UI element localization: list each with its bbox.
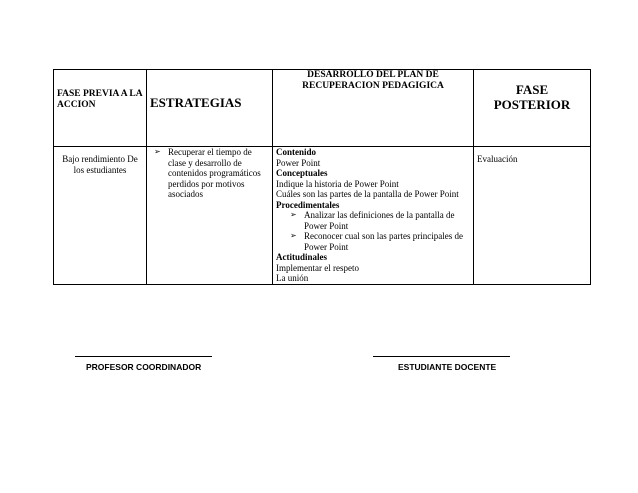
cell-estrategias <box>147 147 273 285</box>
recovery-plan-table <box>53 69 591 285</box>
actitudinales-value-2: La unión <box>276 273 309 283</box>
conceptuales-value-2: Cuáles son las partes de la pantalla de Power Point <box>276 189 459 199</box>
header-row <box>54 70 591 147</box>
fase-posterior-text: Evaluación <box>477 154 518 164</box>
signature-label-left: PROFESOR COORDINADOR <box>86 362 202 372</box>
list-item <box>276 231 470 252</box>
list-item <box>276 210 470 231</box>
estrategia-text: Recuperar el tiempo de clase y desarrollo de contenidos programáticos perdidos por motivos asociados <box>168 147 261 199</box>
header-fase-posterior-text: FASE POSTERIOR <box>493 82 571 112</box>
contenido-label: Contenido <box>276 147 317 157</box>
fase-previa-text: Bajo rendimiento De los estudiantes <box>62 154 138 175</box>
header-desarrollo <box>273 70 474 147</box>
procedimentales-label: Procedimentales <box>276 199 340 210</box>
conceptuales-label: Conceptuales <box>276 168 328 178</box>
signature-line-left <box>75 356 212 357</box>
actitudinales-value-1: Implementar el respeto <box>276 262 359 273</box>
header-estrategias <box>147 70 273 147</box>
cell-desarrollo <box>273 147 474 285</box>
arrow-bullet-icon: ➢ <box>154 147 161 156</box>
header-fase-posterior <box>474 70 591 147</box>
cell-fase-posterior <box>474 147 591 285</box>
procedimental-item-text: Analizar las definiciones de la pantalla de Power Point <box>304 210 455 231</box>
signature-line-right <box>373 356 510 357</box>
actitudinales-label: Actitudinales <box>276 252 328 262</box>
procedimentales-list <box>276 210 470 252</box>
header-fase-previa-text: FASE PREVIA A LA ACCION <box>57 89 143 110</box>
signature-label-right: ESTUDIANTE DOCENTE <box>398 362 497 372</box>
list-item <box>150 147 269 200</box>
contenido-value: Power Point <box>276 157 321 168</box>
content-row <box>54 147 591 285</box>
estrategias-list <box>150 147 269 200</box>
header-estrategias-text: ESTRATEGIAS <box>150 95 242 110</box>
cell-fase-previa <box>54 147 147 285</box>
procedimental-item-text: Reconocer cual son las partes principales de Power Point <box>304 231 463 252</box>
header-desarrollo-text: DESARROLLO DEL PLAN DE RECUPERACION PEDAGIGICA <box>302 70 444 91</box>
arrow-bullet-icon: ➢ <box>290 231 297 240</box>
arrow-bullet-icon: ➢ <box>290 210 297 219</box>
header-fase-previa <box>54 70 147 147</box>
conceptuales-value-1: Indique la historia de Power Point <box>276 178 399 189</box>
